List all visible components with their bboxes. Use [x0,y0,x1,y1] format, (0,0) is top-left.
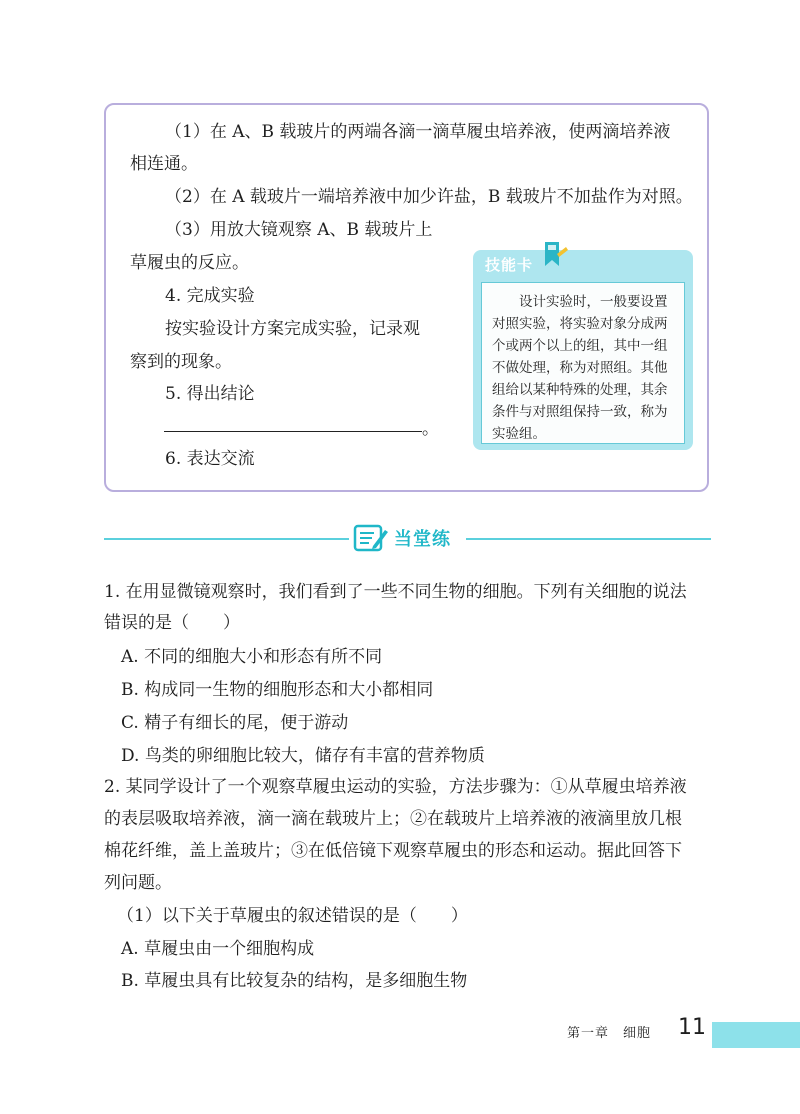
question-1-line-2: 错误的是（ ） [104,613,240,633]
question-2-line-4: 列问题。 [104,873,172,893]
question-1-option-b[interactable]: B. 构成同一生物的细胞形态和大小都相同 [121,680,434,700]
skill-card-line: 组给以某种特殊的处理，其余 [492,382,668,398]
question-2-sub-1-option-b[interactable]: B. 草履虫具有比较复杂的结构，是多细胞生物 [121,971,468,991]
notebook-pencil-icon [353,522,389,554]
question-2-line-1: 2. 某同学设计了一个观察草履虫运动的实验，方法步骤为：①从草履虫培养液 [104,777,687,797]
step-5-title: 5. 得出结论 [165,384,255,404]
step-3-3-line-1: （3）用放大镜观察 A、B 载玻片上 [165,220,433,240]
conclusion-period: 。 [422,419,439,439]
question-2-line-3: 棉花纤维，盖上盖玻片；③在低倍镜下观察草履虫的形态和运动。据此回答下 [104,841,682,861]
skill-card-line: 实验组。 [492,426,546,442]
step-3-3-line-2: 草履虫的反应。 [130,253,249,273]
practice-divider-right [466,538,711,540]
step-4-title: 4. 完成实验 [165,286,255,306]
step-6-title: 6. 表达交流 [165,449,255,469]
chapter-label: 第一章 细胞 [567,1026,652,1041]
page-number: 11 [678,1015,706,1040]
step-3-2: （2）在 A 载玻片一端培养液中加少许盐，B 载玻片不加盐作为对照。 [165,187,693,207]
skill-card-body [481,282,685,444]
question-2-sub-1-option-a[interactable]: A. 草履虫由一个细胞构成 [121,939,315,959]
bookmark-card-icon [539,238,569,272]
skill-card-title: 技能卡 [485,256,534,274]
conclusion-blank-line[interactable] [164,431,422,432]
skill-card-line: 个或两个以上的组，其中一组 [492,338,668,354]
skill-card [473,250,693,450]
skill-card-line: 不做处理，称为对照组。其他 [492,360,668,376]
practice-divider-left [104,538,349,540]
question-1-option-a[interactable]: A. 不同的细胞大小和形态有所不同 [121,647,383,667]
step-4-line-2: 察到的现象。 [130,352,232,372]
footer-accent-bar [712,1022,800,1048]
step-3-1-line-2: 相连通。 [130,154,198,174]
step-4-line-1: 按实验设计方案完成实验，记录观 [165,319,420,339]
question-1-line-1: 1. 在用显微镜观察时，我们看到了一些不同生物的细胞。下列有关细胞的说法 [104,582,687,602]
question-1-option-c[interactable]: C. 精子有细长的尾，便于游动 [121,713,349,733]
skill-card-line: 设计实验时，一般要设置 [519,294,668,310]
practice-title: 当堂练 [394,529,451,550]
step-3-1-line-1: （1）在 A、B 载玻片的两端各滴一滴草履虫培养液，使两滴培养液 [165,122,671,142]
skill-card-line: 条件与对照组保持一致，称为 [492,404,668,420]
skill-card-line: 对照实验，将实验对象分成两 [492,316,668,332]
question-1-option-d[interactable]: D. 鸟类的卵细胞比较大，储存有丰富的营养物质 [121,746,485,766]
question-2-line-2: 的表层吸取培养液，滴一滴在载玻片上；②在载玻片上培养液的液滴里放几根 [104,809,682,829]
question-2-sub-1: （1）以下关于草履虫的叙述错误的是（ ） [117,906,468,926]
